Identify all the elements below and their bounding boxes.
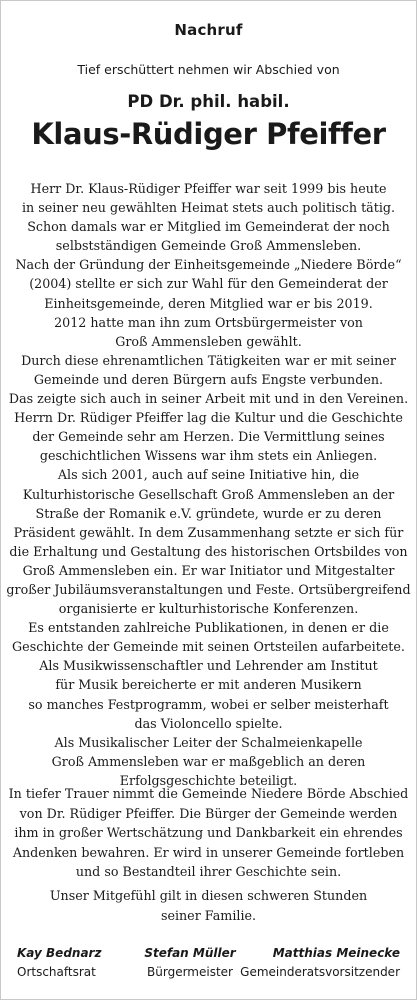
text-line: das Violoncello spielte. [134,715,283,731]
text-line: Als Musikwissenschaftler und Lehrender am Institut [39,658,378,674]
signatory-role: Bürgermeister [147,965,233,979]
text-line: Groß Ammensleben ein. Er war Initiator und Mitgestalter [22,562,395,578]
text-line: Unser Mitgefühl gilt in diesen schweren Stunden [49,888,368,903]
text-line: Einheitsgemeinde, deren Mitglied war er bis 2019. [44,295,373,311]
signature-buergermeister [137,944,243,982]
text-line: Als Musikalischer Leiter der Schalmeienkapelle [54,734,363,750]
text-line: Groß Ammensleben war er maßgeblich an deren [51,753,366,769]
text-line: Herr Dr. Klaus-Rüdiger Pfeiffer war seit 1999 bis heute [30,181,387,196]
intro-text: Tief erschüttert nehmen wir Abschied von [77,62,340,77]
signature-gemeinderat [240,944,400,982]
text-line: Durch diese ehrenamtlichen Tätigkeiten war er mit seiner [21,352,396,368]
signatory-role: Gemeinderatsvorsitzender [240,965,400,979]
text-line: Als sich 2001, auch auf seine Initiative hin, die [57,467,360,483]
text-line: Gemeinde und deren Bürgern aufs Engste verbunden. [33,371,384,387]
biography-text [1,179,416,790]
text-line: und so Bestandteil ihrer Geschichte sein. [75,864,342,879]
text-line: Präsident gewählt. In dem Zusammenhang setzte er sich für [13,524,404,540]
signatory-role: Ortschaftsrat [17,965,96,979]
text-line: seiner Familie. [160,907,257,923]
text-line: Kulturhistorische Gesellschaft Groß Ammensleben an der [22,486,395,502]
text-line: von Dr. Rüdiger Pfeiffer. Die Bürger der Gemeinde werden [19,805,398,821]
text-line: geschichtlichen Wissens war ihm stets ein Anliegen. [39,448,378,464]
text-line: Es entstanden zahlreiche Publikationen, in denen er die [28,620,389,636]
mourning-statement [1,784,416,882]
notice-heading: Nachruf [174,21,243,39]
text-line: für Musik bereicherte er mit anderen Musikern [55,677,362,693]
text-line: Schon damals war er Mitglied im Gemeinderat der noch [27,219,390,235]
text-line: Straße der Romanik e.V. gründete, wurde er zu deren [35,505,382,521]
text-line: der Gemeinde sehr am Herzen. Die Vermittlung seines [32,429,385,445]
text-line: Groß Ammensleben gewählt. [115,333,302,349]
text-line: organisierte er kulturhistorische Konferenzen. [58,601,359,617]
text-line: In tiefer Trauer nimmt die Gemeinde Niedere Börde Abschied [8,786,409,801]
deceased-name: Klaus-Rüdiger Pfeiffer [31,117,386,151]
text-line: Nach der Gründung der Einheitsgemeinde „Niedere Börde“ [15,257,402,273]
text-line: (2004) stellte er sich zur Wahl für den Gemeinderat der [29,276,388,292]
signature-ortschaftsrat [17,944,101,982]
text-line: Erfolgsgeschichte beteiligt. [119,772,298,788]
text-line: so manches Festprogramm, wobei er selber meisterhaft [28,696,389,712]
text-line: Das zeigte sich auch in seiner Arbeit mit und in den Vereinen. [8,391,409,407]
text-line: ihm in großer Wertschätzung und Dankbarkeit ein ehrendes [14,825,403,840]
condolence-statement [1,886,416,925]
signatory-name: Matthias Meinecke [272,946,400,960]
text-line: selbstständigen Gemeinde Groß Ammensleben. [55,238,362,254]
text-line: in seiner neu gewählten Heimat stets auch politisch tätig. [21,200,396,216]
academic-title: PD Dr. phil. habil. [127,92,290,111]
signatory-name: Stefan Müller [144,946,236,960]
text-line: Geschichte der Gemeinde mit seinen Ortsteilen aufarbeitete. [12,639,405,655]
text-line: Herrn Dr. Rüdiger Pfeiffer lag die Kultur und die Geschichte [14,410,403,426]
text-line: 2012 hatte man ihn zum Ortsbürgermeister von [54,314,363,330]
text-line: Andenken bewahren. Er wird in unserer Gemeinde fortleben [12,844,405,860]
text-line: großer Jubiläumsveranstaltungen und Feste. Ortsübergreifend [6,581,411,597]
text-line: die Erhaltung und Gestaltung des historischen Ortsbildes von [9,543,408,559]
signatory-name: Kay Bednarz [17,946,102,960]
